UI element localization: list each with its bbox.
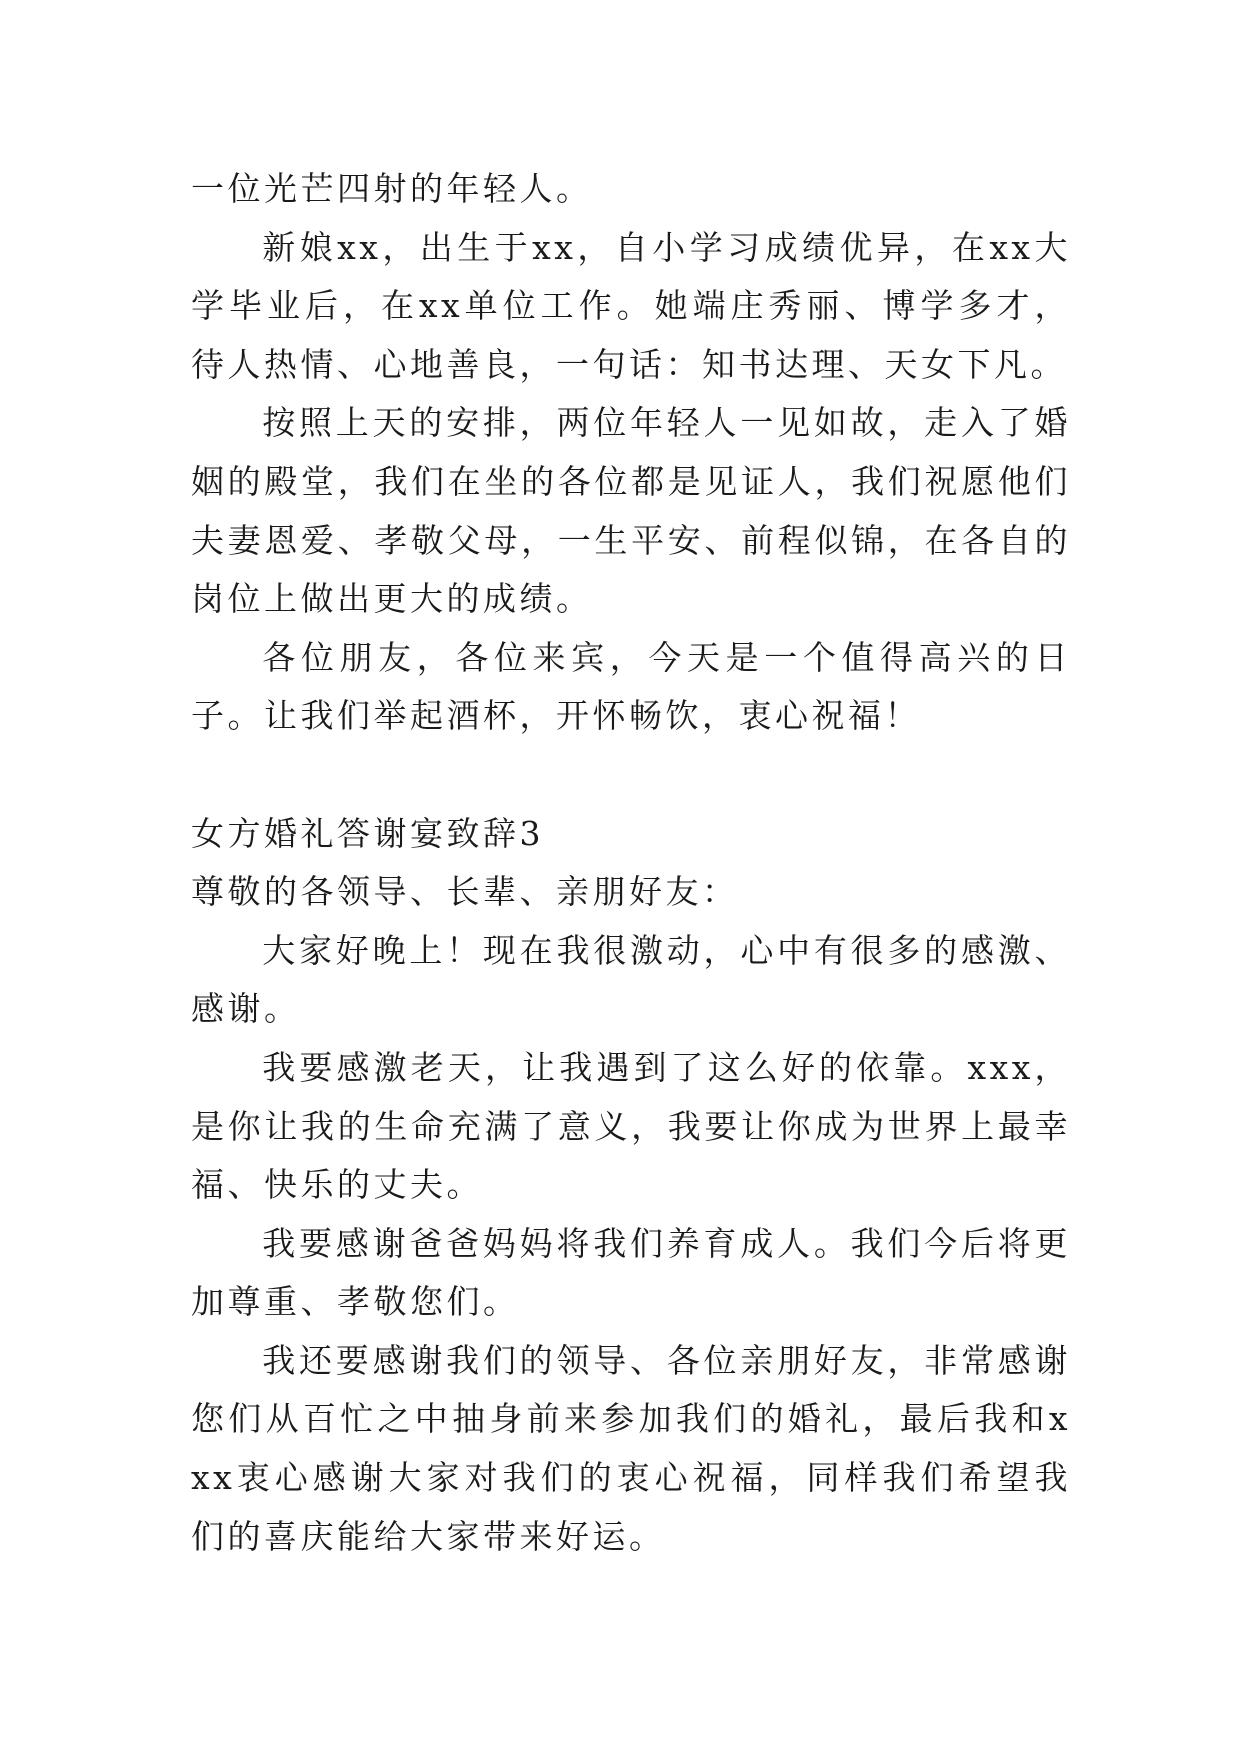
paragraph-toast: 各位朋友，各位来宾，今天是一个值得高兴的日子。让我们举起酒杯，开怀畅饮，衷心祝福！ (191, 637, 1071, 736)
document-body (191, 160, 1071, 1566)
paragraph-thanks-heaven: 我要感激老天，让我遇到了这么好的依靠。xxx，是你让我的生命充满了意义，我要让你成为世界上最幸福、快乐的丈夫。 (191, 1047, 1071, 1205)
paragraph-thanks-guests: 我还要感谢我们的领导、各位亲朋好友，非常感谢您们从百忙之中抽身前来参加我们的婚礼，最后我和xxx衷心感谢大家对我们的衷心祝福，同样我们希望我们的喜庆能给大家带来好运。 (191, 1340, 1071, 1556)
paragraph-thanks-parents: 我要感谢爸爸妈妈将我们养育成人。我们今后将更加尊重、孝敬您们。 (191, 1223, 1071, 1322)
section-gap (191, 746, 1071, 805)
salutation: 尊敬的各领导、长辈、亲朋好友： (191, 872, 739, 912)
paragraph-blessing: 按照上天的安排，两位年轻人一见如故，走入了婚姻的殿堂，我们在坐的各位都是见证人，我们祝愿他们夫妻恩爱、孝敬父母，一生平安、前程似锦，在各自的岗位上做出更大的成绩。 (191, 403, 1071, 619)
paragraph-greeting: 大家好晚上！现在我很激动，心中有很多的感激、感谢。 (191, 930, 1071, 1029)
section-title: 女方婚礼答谢宴致辞3 (191, 813, 544, 853)
paragraph-bride-intro: 新娘xx，出生于xx，自小学习成绩优异，在xx大学毕业后，在xx单位工作。她端庄秀丽、博学多才，待人热情、心地善良，一句话：知书达理、天女下凡。 (191, 227, 1071, 384)
paragraph-continuation: 一位光芒四射的年轻人。 (191, 169, 593, 208)
